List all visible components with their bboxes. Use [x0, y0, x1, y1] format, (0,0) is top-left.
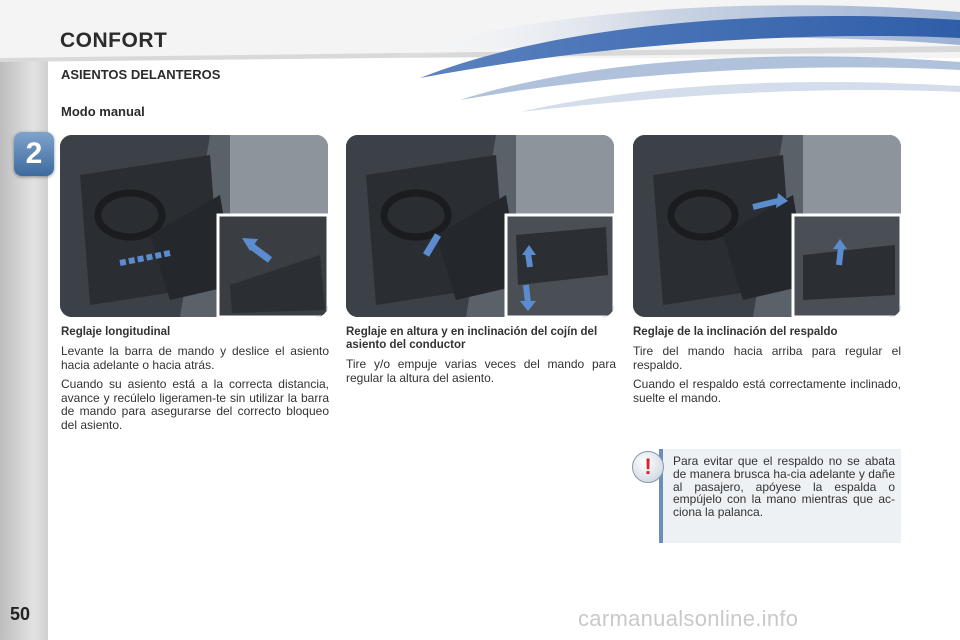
section-subtitle: Modo manual: [61, 104, 145, 119]
column-heading: Reglaje de la inclinación del respaldo: [633, 326, 838, 338]
column-paragraph: Tire y/o empuje varias veces del mando para regular la altura del asiento.: [346, 357, 616, 385]
column-heading: Reglaje en altura y en inclinación del cojín del asiento del conductor: [346, 326, 598, 351]
column-paragraph: Cuando el respaldo está correctamente inclinado, suelte el mando.: [633, 377, 901, 405]
warning-text: Para evitar que el respaldo no se abata de manera brusca ha-cia adelante y dañe al pasajero, apóyese la espalda o empújelo con la mano mientras que ac-ciona la palanca.: [673, 454, 895, 520]
column-paragraph: Tire del mando hacia arriba para regular el respaldo.: [633, 344, 901, 372]
column-height: [346, 326, 616, 391]
column-longitudinal: [61, 326, 329, 438]
photo-backrest-adjust: [633, 135, 901, 317]
watermark: carmanualsonline.info: [578, 606, 799, 631]
page-number: 50: [10, 604, 31, 624]
column-paragraph: Cuando su asiento está a la correcta distancia, avance y recúlelo ligeramen-te sin utilizar la barra de mando para asegurarse del correcto bloqueo del asiento.: [61, 377, 329, 432]
column-backrest: [633, 326, 901, 411]
page-header-title: CONFORT: [60, 29, 168, 52]
header-swoosh: [0, 0, 960, 120]
column-heading: Reglaje longitudinal: [61, 326, 171, 338]
column-paragraph: Levante la barra de mando y deslice el asiento hacia adelante o hacia atrás.: [61, 344, 329, 372]
section-title: ASIENTOS DELANTEROS: [61, 67, 221, 82]
chapter-badge: 2: [14, 132, 54, 176]
photo-height-adjust: [346, 135, 614, 317]
photo-longitudinal-adjust: [60, 135, 328, 317]
exclamation-icon: !: [632, 451, 664, 483]
